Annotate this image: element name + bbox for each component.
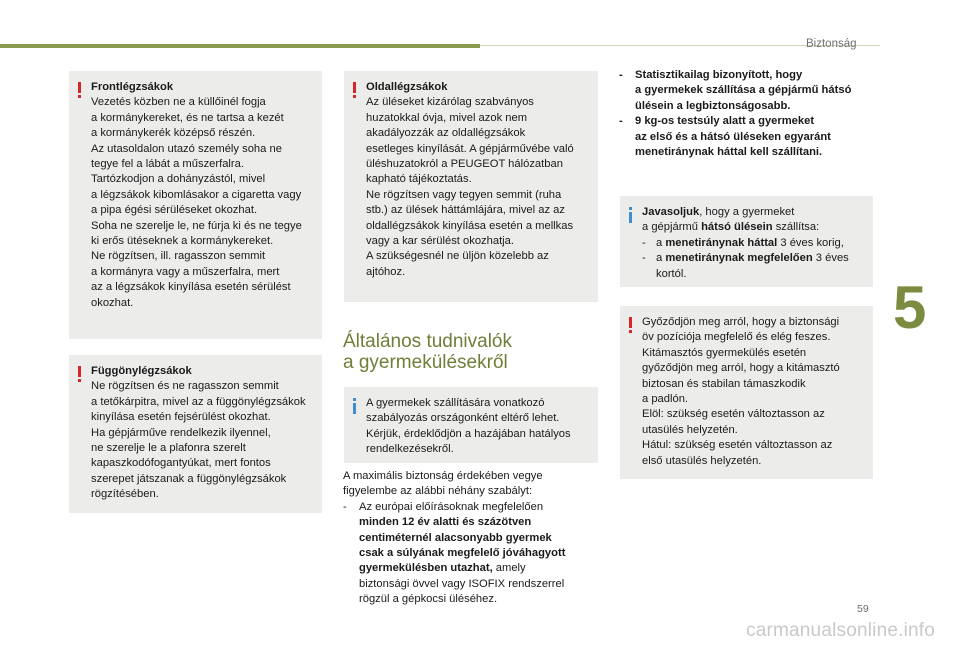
- recommend-text: a gépjármű: [642, 221, 702, 234]
- info-icon: [629, 207, 632, 223]
- warning-box-curtain-airbags: [69, 355, 322, 513]
- box-line: a kormánykereket, és ne tartsa a kezét: [91, 111, 284, 124]
- list-line: rögzül a gépkocsi üléséhez.: [359, 593, 498, 606]
- watermark-text: carmanualsonline.info: [746, 620, 936, 641]
- list-line-bold: centiméternél alacsonyabb gyermek: [359, 531, 552, 544]
- info-box-regulations: [344, 387, 598, 463]
- warning-box-seat-belt: [620, 306, 873, 479]
- box-line: ajtóhoz.: [366, 265, 406, 278]
- box-line: okozhat.: [91, 296, 134, 309]
- recommend-text: , hogy a gyermeket: [699, 206, 795, 218]
- dash-bullet: -: [642, 236, 646, 249]
- sub-text: a: [656, 236, 666, 249]
- box-line: első utasülés helyzetén.: [642, 454, 762, 467]
- list-item: [343, 500, 598, 608]
- list-line-rest: amely: [492, 562, 526, 575]
- box-line: rendelkezésekről.: [366, 443, 454, 456]
- box-title: Oldallégzsákok: [366, 81, 448, 93]
- box-line: szerepet játszanak a függönylégzsákok: [91, 472, 287, 485]
- warning-exclamation-icon: [353, 82, 356, 98]
- dash-bullet: -: [343, 500, 347, 513]
- box-line: Az üléseket kizárólag szabványos: [366, 96, 534, 109]
- box-line: ki erős ütéseknek a kormánykereket.: [91, 235, 274, 248]
- box-line: utasülés helyzetén.: [642, 423, 738, 436]
- box-title: Függönylégzsákok: [91, 365, 192, 377]
- sub-list-item: [642, 251, 865, 282]
- box-title: Frontlégzsákok: [91, 81, 174, 93]
- list-line-bold: gyermekülésben utazhat,: [359, 562, 493, 575]
- dash-bullet: -: [619, 69, 623, 81]
- sub-list-item: [642, 236, 865, 251]
- list-item: [619, 114, 881, 160]
- sub-bold: menetiránynak megfelelően: [665, 252, 813, 265]
- box-line: üléshuzatokról a PEUGEOT hálózatban: [366, 158, 563, 171]
- list-line: az első és a hátsó üléseken egyaránt: [635, 130, 831, 143]
- list-line: ülésein a legbiztonságosabb.: [635, 99, 791, 112]
- box-line: esetleges kinyílását. A gépjárművébe való: [366, 142, 574, 155]
- statistics-list: [619, 68, 881, 160]
- warning-exclamation-icon: [78, 82, 81, 98]
- sub-text: 3 éves: [812, 252, 849, 265]
- recommend-text: szállítsa:: [772, 221, 820, 234]
- box-line: Ne rögzítsen és ne ragasszon semmit: [91, 380, 279, 393]
- recommend-bold: Javasoljuk: [642, 206, 700, 218]
- paragraph-line: figyelembe az alábbi néhány szabályt:: [343, 485, 533, 498]
- box-line: tegye fel a lábát a műszerfalra.: [91, 158, 244, 171]
- box-line: győződjön meg arról, hogy a kitámasztó: [642, 362, 840, 375]
- sub-bold: menetiránynak háttal: [665, 236, 778, 249]
- sub-text: kortól.: [656, 267, 687, 280]
- box-line: Kitámasztós gyermekülés esetén: [642, 346, 807, 359]
- section-heading: [343, 331, 512, 373]
- box-line: akadályozzák az oldallégzsákok: [366, 127, 526, 140]
- list-line: Az európai előírásoknak megfelelően: [359, 500, 544, 513]
- list-line-bold: minden 12 év alatti és százötven: [359, 516, 532, 529]
- box-line: Ha gépjárműve rendelkezik ilyennel,: [91, 426, 271, 439]
- box-line: a kormánykerék középső részén.: [91, 127, 256, 140]
- box-line: stb.) az ülések háttámlájára, mivel az az: [366, 204, 565, 217]
- box-line: öv pozíciója megfelelő és elég feszes.: [642, 331, 831, 344]
- box-line: Elöl: szükség esetén változtasson az: [642, 408, 825, 421]
- section-title: Biztonság: [806, 38, 857, 50]
- box-line: biztosan és stabilan támaszkodik: [642, 377, 806, 390]
- box-line: Soha ne szerelje le, ne fúrja ki és ne tegye: [91, 219, 302, 232]
- list-line: Statisztikailag bizonyított, hogy: [635, 69, 803, 81]
- box-line: Vezetés közben ne a küllőinél fogja: [91, 96, 266, 109]
- box-line: A szükségesnél ne üljön közelebb az: [366, 250, 549, 263]
- box-line: Ne rögzítsen vagy tegyen semmit (ruha: [366, 188, 562, 201]
- safety-rules-text: [343, 469, 598, 608]
- dash-bullet: -: [619, 115, 623, 128]
- box-line: huzatokkal óvja, mivel azok nem: [366, 111, 528, 124]
- box-line: a padlón.: [642, 393, 689, 406]
- warning-exclamation-icon: [78, 366, 81, 382]
- box-line: kapható tájékoztatás.: [366, 173, 472, 186]
- list-line-bold: csak a súlyának megfelelő jóváhagyott: [359, 547, 566, 560]
- heading-line: a gyermekülésekről: [343, 352, 508, 373]
- heading-line: Általános tudnivalók: [343, 331, 512, 352]
- page-number: 59: [857, 603, 869, 615]
- box-line: az a légzsákok kinyílása esetén sérülést: [91, 281, 291, 294]
- dash-bullet: -: [642, 252, 646, 265]
- recommend-bold: hátsó ülésein: [701, 221, 773, 234]
- box-line: Győződjön meg arról, hogy a biztonsági: [642, 316, 840, 328]
- list-item: [619, 68, 881, 114]
- list-line: a gyermekek szállítása a gépjármű hátsó: [635, 84, 852, 97]
- sub-text: 3 éves korig,: [777, 236, 844, 249]
- box-line: kapaszkodófogantyúkat, mert fontos: [91, 457, 271, 470]
- paragraph-line: A maximális biztonság érdekében vegye: [343, 470, 543, 482]
- box-line: Kérjük, érdeklődjön a hazájában hatályos: [366, 427, 571, 440]
- header-accent-bar: [0, 44, 480, 48]
- warning-exclamation-icon: [629, 317, 632, 333]
- box-line: szabályozás országonként eltérő lehet.: [366, 412, 560, 425]
- box-line: a pipa égési sérüléseket okozhat.: [91, 204, 258, 217]
- box-line: a légzsákok kibomlásakor a cigaretta vagy: [91, 188, 302, 201]
- info-icon: [353, 398, 356, 414]
- box-line: rögzítésében.: [91, 488, 159, 501]
- warning-box-side-airbags: [344, 71, 598, 302]
- box-line: ne szerelje le a plafonra szerelt: [91, 442, 246, 455]
- box-line: Hátul: szükség esetén változtasson az: [642, 439, 833, 452]
- warning-box-frontal-airbags: [69, 71, 322, 339]
- list-line: menetiránynak háttal kell szállítani.: [635, 146, 823, 159]
- box-line: Az utasoldalon utazó személy soha ne: [91, 142, 282, 155]
- box-line: vagy a kar sérülést okozhatja.: [366, 235, 514, 248]
- box-line: Ne rögzítsen, ill. ragasszon semmit: [91, 250, 266, 263]
- box-line: A gyermekek szállítására vonatkozó: [366, 397, 545, 409]
- list-line: biztonsági övvel vagy ISOFIX rendszerrel: [359, 577, 565, 590]
- info-box-recommendation: [620, 196, 873, 287]
- chapter-number: 5: [893, 274, 927, 341]
- box-line: kinyílása esetén fejsérülést okozhat.: [91, 411, 271, 424]
- box-line: oldallégzsákok kinyílása esetén a mellkas: [366, 219, 574, 232]
- list-line: 9 kg-os testsúly alatt a gyermeket: [635, 115, 815, 128]
- box-line: a tetőkárpitra, mivel az a függönylégzsákok: [91, 395, 306, 408]
- sub-text: a: [656, 252, 666, 265]
- box-line: Tartózkodjon a dohányzástól, mivel: [91, 173, 266, 186]
- box-line: a kormányra vagy a műszerfalra, mert: [91, 265, 280, 278]
